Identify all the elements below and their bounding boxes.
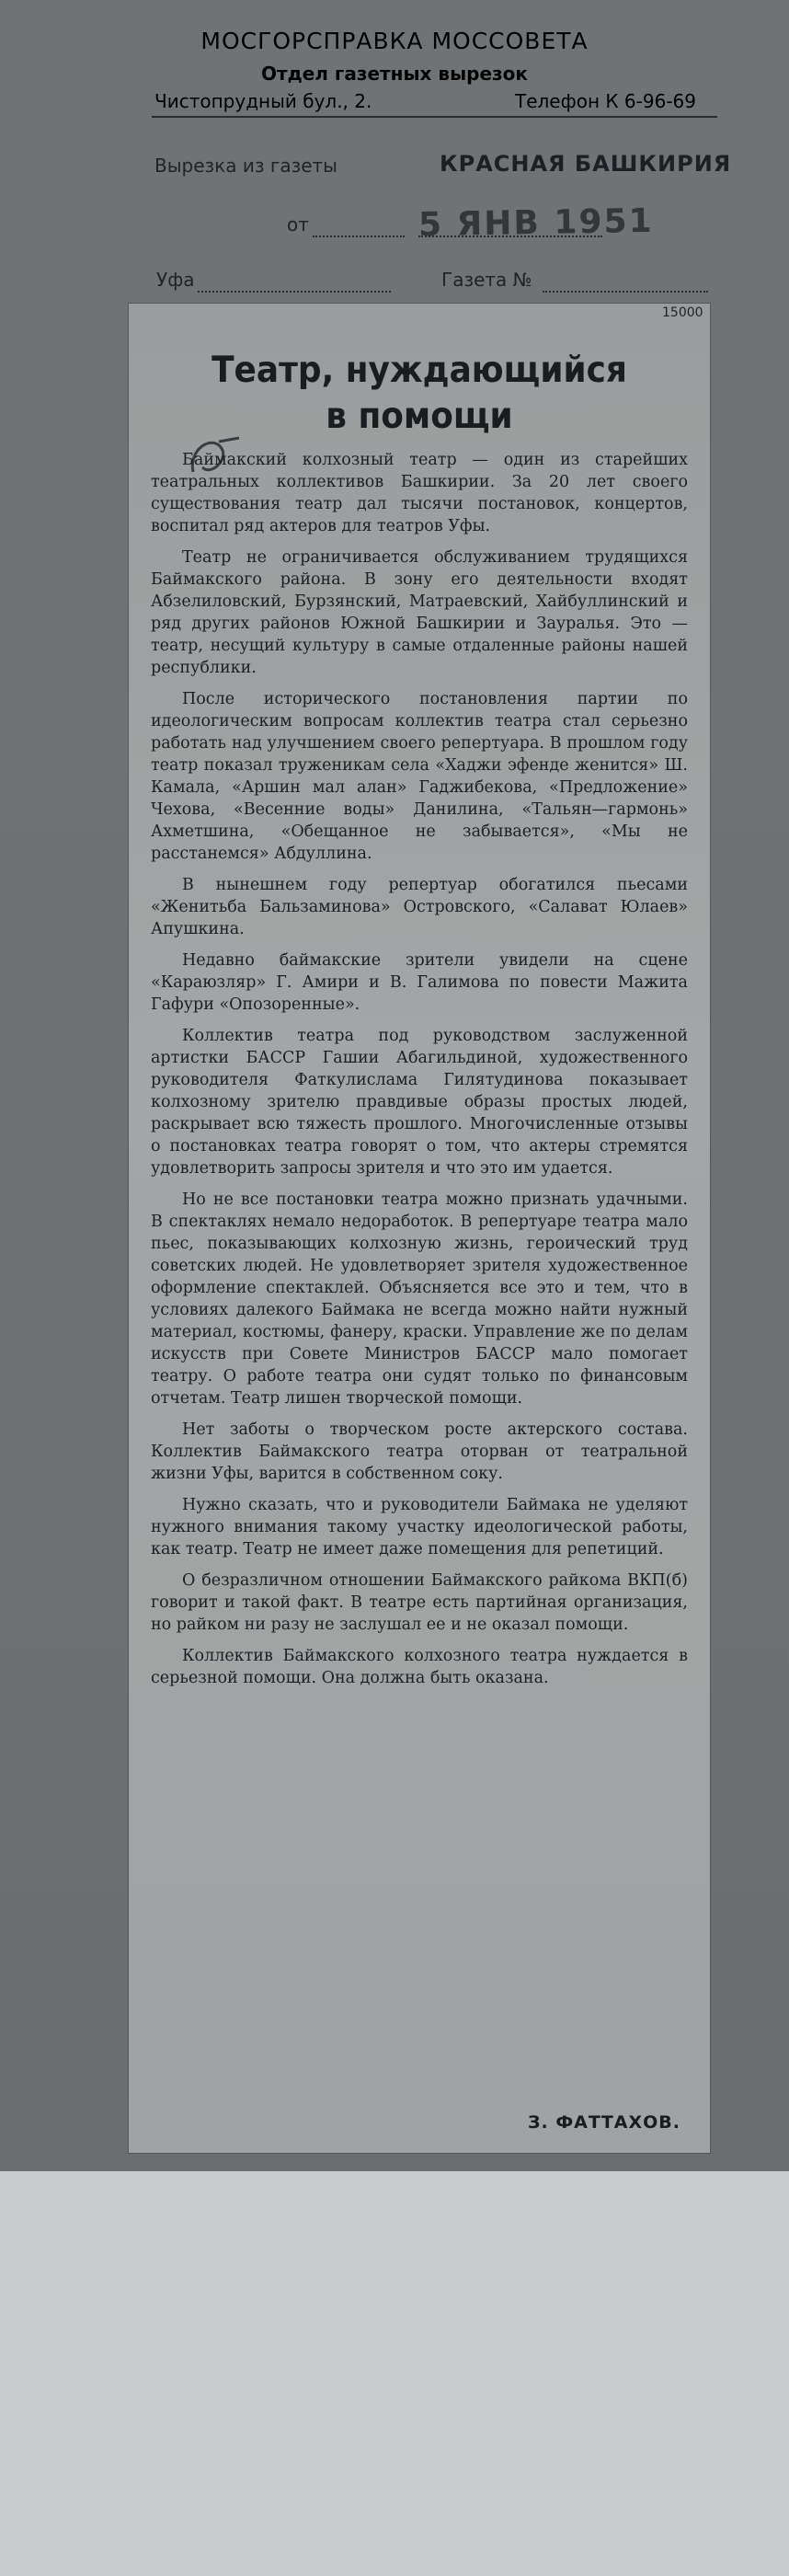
issue-label: Газета № <box>441 269 532 291</box>
header-rule <box>152 116 717 118</box>
article-paragraph: Театр не ограничивается обслуживанием трудящихся Баймакского района. В зону его деятельности входят Абзелиловский, Бурзянский, Матраевский, Хайбуллинский и ряд других районов Южной Башкирии и Зауралья. Это —театр, несущий культуру в самые отдаленные районы нашей республики. <box>151 548 688 677</box>
org-name: МОСГОРСПРАВКА МОССОВЕТА <box>200 28 589 54</box>
title-line-1: Театр, нуждающийся <box>212 350 627 391</box>
newspaper-name: КРАСНАЯ БАШКИРИЯ <box>440 151 732 177</box>
date-stamp: 5 ЯНВ 1951 <box>417 201 654 245</box>
article-paragraph: Нужно сказать, что и руководители Баймака не уделяют нужного внимания такому участку идеологической работы, как театр. Театр не имеет даже помещения для репетиций. <box>151 1496 688 1558</box>
article-paragraph: Но не все постановки театра можно признать удачными. В спектаклях немало недоработок. В репертуаре театра мало пьес, показывающих колхозную жизнь, героический труд советских людей. Не удовлетворяет зрителя художественное оформление спектаклей. Объясняется все это и тем, что в условиях далекого Баймака не всегда можно найти нужный материал, костюмы, фанеру, краски. Управление же по делам искусств при Совете Министров БАССР мало помогает театру. О работе театра они судят только по финансовым отчетам. Театр лишен творческой помощи. <box>151 1190 688 1408</box>
article-paragraph: Коллектив театра под руководством заслуженной артистки БАССР Гашии Абагильдиной, художественного руководителя Фаткулислама Гилятудинова показывает колхозному зрителю правдивые образы простых людей, раскрывает всю тяжесть прошлого. Многочисленные отзывы о постановках театра говорят о том, что актеры стремятся удовлетворить запросы зрителя и что это им удается. <box>151 1027 688 1178</box>
date-label: от <box>287 213 309 236</box>
article-paragraph: Нет заботы о творческом росте актерского состава. Коллектив Баймакского театра оторван от театральной жизни Уфы, варится в собственном соку. <box>151 1420 688 1483</box>
city: Уфа <box>156 269 195 291</box>
date-line-2 <box>418 236 602 237</box>
article-paragraph: Коллектив Баймакского колхозного театра нуждается в серьезной помощи. Она должна быть оказана. <box>151 1647 688 1687</box>
article-paragraph: Баймакский колхозный театр — один из старейших театральных коллективов Башкирии. За 20 лет своего существования театр дал тысячи постановок, концертов, воспитал ряд актеров для театров Уфы. <box>151 451 688 535</box>
article-body <box>151 449 688 1698</box>
article-paragraph: В нынешнем году репертуар обогатился пьесами «Женитьба Бальзаминова» Островского, «Салават Юлаев» Апушкина. <box>151 876 688 938</box>
clip-code: 15000 <box>662 305 703 320</box>
date-line <box>313 236 405 237</box>
address: Чистопрудный бул., 2. <box>154 90 372 112</box>
article-paragraph: О безразличном отношении Баймакского райкома ВКП(б) говорит и такой факт. В театре есть партийная организация, но райком ни разу не заслушал ее и не оказал помощи. <box>151 1571 688 1634</box>
department-name: Отдел газетных вырезок <box>261 63 528 85</box>
scan-background <box>0 2171 789 2576</box>
issue-line <box>543 291 708 293</box>
article-paragraph: Недавно баймакские зрители увидели на сцене «Караюзляр» Г. Амири и В. Галимова по повести Мажита Гафури «Опозоренные». <box>151 951 688 1014</box>
title-line-2: в помощи <box>326 396 513 437</box>
article-paragraph: После исторического постановления партии по идеологическим вопросам коллектив театра стал серьезно работать над улучшением своего репертуара. В прошлом году театр показал труженикам села «Хаджи эфенде женится» Ш. Камала, «Аршин мал алан» Гаджибекова, «Предложение» Чехова, «Весенние воды» Данилина, «Тальян—гармонь» Ахметшина, «Обещанное не забывается», «Мы не расстанемся» Абдуллина. <box>151 690 688 863</box>
article-title <box>152 348 686 440</box>
article-author: З. ФАТТАХОВ. <box>527 2112 680 2133</box>
clip-label: Вырезка из газеты <box>154 155 337 177</box>
city-line <box>198 291 391 293</box>
phone: Телефон К 6-96-69 <box>515 90 696 112</box>
